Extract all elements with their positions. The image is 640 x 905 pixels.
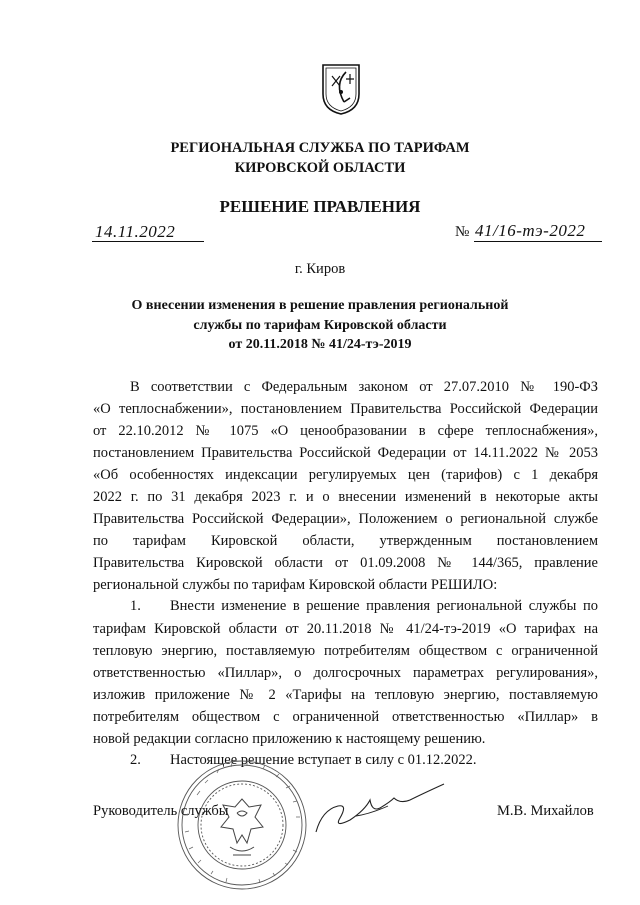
preamble-line: региональной службы по тарифам Кировской области РЕШИЛО:: [93, 577, 498, 593]
preamble-line: «О теплоснабжении», постановлением Правительства Российской Федерации: [93, 401, 598, 417]
preamble-line: Правительства Кировской области от 01.09.2008 № 144/365, правление: [93, 555, 598, 571]
preamble-line: постановлением Правительства Российской Федерации от 14.11.2022 № 2053: [93, 445, 598, 461]
handwritten-number: 41/16-тэ-2022: [475, 221, 586, 240]
signatory-position: Руководитель службы: [93, 803, 229, 819]
item-1-line: ответственностью «Пиллар», о долгосрочных параметрах регулирования»,: [93, 665, 598, 681]
preamble-line: по тарифам Кировской области, утвержденным постановлением: [93, 533, 598, 549]
item-1-line: тарифам Кировской области от 20.11.2018 № 41/24-тэ-2019 «О тарифах на: [93, 621, 598, 637]
preamble-line: В соответствии с Федеральным законом от 27.07.2010 № 190-ФЗ: [130, 379, 598, 395]
official-round-seal-icon: [175, 755, 310, 895]
item-1-line: новой редакции согласно приложению к настоящему решению.: [93, 731, 486, 747]
city: г. Киров: [294, 261, 346, 277]
item-1-first-line: Внести изменение в решение правления региональной службы по: [170, 598, 598, 614]
preamble-line: «Об особенностях индексации регулируемых цен (тарифов) с 1 декабря: [93, 467, 598, 483]
item-2-number: 2.: [130, 752, 141, 768]
item-1-line: потребителям обществом с ограниченной ответственностью «Пиллар» в: [93, 709, 598, 725]
number-sign: №: [455, 224, 470, 240]
handwritten-date: 14.11.2022: [95, 222, 176, 241]
date-underline: [92, 241, 204, 242]
handwritten-signature-icon: [310, 780, 450, 840]
subject-line: службы по тарифам Кировской области: [193, 317, 447, 333]
item-2-text: Настоящее решение вступает в силу с 01.12.2022.: [170, 752, 477, 768]
signatory-name: М.В. Михайлов: [497, 803, 594, 819]
number-underline: [474, 241, 602, 242]
preamble-line: от 22.10.2012 № 1075 «О ценообразовании в сфере теплоснабжения»,: [93, 423, 598, 439]
document-type: РЕШЕНИЕ ПРАВЛЕНИЯ: [219, 197, 421, 216]
preamble-line: Правительства Российской Федерации», Положением о региональной службе: [93, 511, 598, 527]
org-name-line1: РЕГИОНАЛЬНАЯ СЛУЖБА ПО ТАРИФАМ: [170, 140, 470, 156]
subject-line: О внесении изменения в решение правления региональной: [131, 298, 509, 313]
item-1-line: изложив приложение № 2 «Тарифы на тепловую энергию, поставляемую: [93, 687, 598, 703]
kirov-coat-of-arms-icon: [320, 62, 362, 116]
preamble-line: 2022 г. по 31 декабря 2023 г. и о внесении изменений в некоторые акты: [93, 489, 598, 505]
org-name-line2: КИРОВСКОЙ ОБЛАСТИ: [234, 160, 406, 176]
subject-line: от 20.11.2018 № 41/24-тэ-2019: [228, 337, 412, 352]
item-1-number: 1.: [130, 598, 141, 614]
item-1-line: тепловую энергию, поставляемую потребителям обществом с ограниченной: [93, 643, 598, 659]
document-subject: [120, 296, 520, 355]
